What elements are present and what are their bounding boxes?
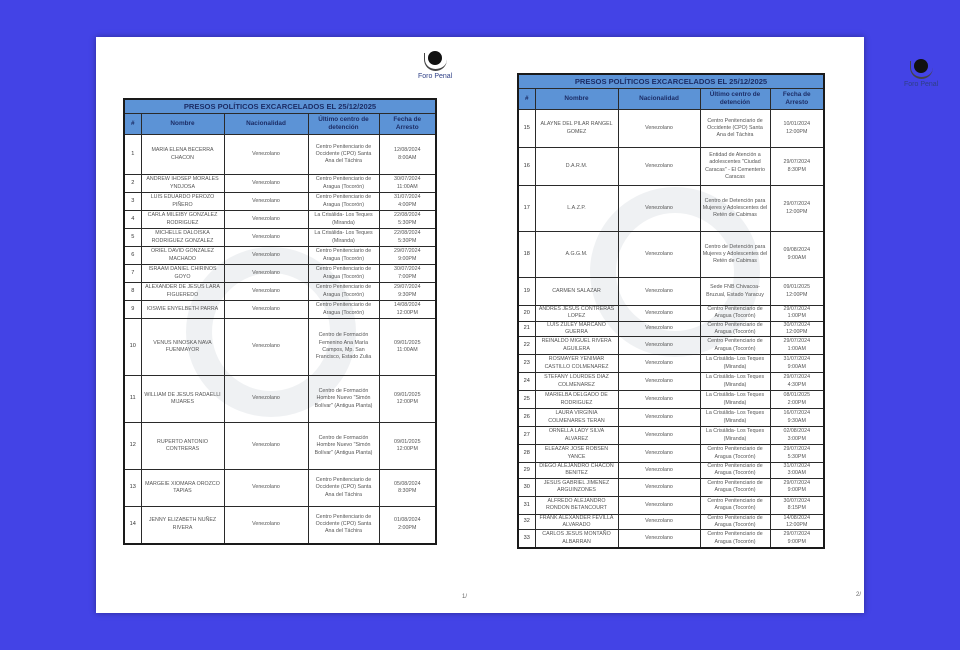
prisoner-name: ALFREDO ALEJANDRO RONDON BETANCOURT	[535, 496, 618, 514]
arrest-date: 22/08/2024	[394, 212, 421, 219]
row-number: 13	[124, 470, 141, 507]
arrest-time: 9:30AM	[787, 417, 806, 424]
nationality: Venezolano	[618, 355, 700, 373]
nationality: Venezolano	[618, 321, 700, 337]
prisoner-name: ANDRES JESUS CONTRERAS LOPEZ	[535, 306, 618, 322]
arrest-datetime	[770, 478, 824, 496]
nationality: Venezolano	[224, 229, 308, 247]
row-number: 26	[518, 409, 535, 427]
page-number: 1/	[462, 594, 468, 600]
arrest-time: 12:00PM	[786, 291, 808, 298]
detention-center: Sede FNB Chivacoa- Bruzual, Estado Yaracuy	[700, 278, 770, 306]
arrest-time: 12:00PM	[396, 399, 418, 405]
prisoner-name: CARMEN SALAZAR	[535, 278, 618, 306]
arrest-date: 02/08/2024	[783, 428, 811, 435]
logo-text: Foro Penal	[904, 81, 939, 88]
nationality: Venezolano	[618, 306, 700, 322]
detention-center: La Crisálida- Los Teques (Miranda)	[308, 229, 379, 247]
table-row	[518, 148, 824, 186]
arrest-datetime	[770, 110, 824, 148]
prisoner-name: A.G.G.M.	[535, 232, 618, 278]
row-number: 18	[518, 232, 535, 278]
arrest-date: 29/07/2024	[394, 248, 421, 255]
arrest-date: 10/01/2024	[783, 121, 811, 128]
arrest-date: 29/07/2024	[783, 338, 811, 345]
arrest-date: 29/07/2024	[783, 201, 811, 208]
arrest-time: 1:00AM	[787, 345, 806, 352]
detention-center: Centro de Formación Hombre Nuevo "Simón Bolívar" (Antigua Planta)	[308, 376, 379, 423]
prisoner-name: MICHELLE DALOISKA RODRIGUEZ GONZALEZ	[141, 229, 224, 247]
arrest-date: 31/07/2024	[783, 463, 811, 470]
prisoner-name: STEFANY LOURDES DIAZ COLMENAREZ	[535, 373, 618, 391]
row-number: 9	[124, 301, 141, 319]
arrest-time: 12:00PM	[396, 309, 418, 316]
row-number: 16	[518, 148, 535, 186]
arrest-datetime	[770, 373, 824, 391]
page-number: 2/	[856, 592, 862, 598]
detention-center: Centro Penitenciario de Occidente (CPO) Santa Ana del Táchira	[308, 507, 379, 544]
page-1	[96, 37, 480, 613]
detention-center: Centro Penitenciario de Aragua (Tocorón)	[700, 478, 770, 496]
arrest-time: 3:00AM	[787, 470, 806, 477]
arrest-date: 29/07/2024	[783, 374, 811, 381]
nationality: Venezolano	[618, 445, 700, 463]
arrest-time: 8:15PM	[787, 505, 806, 512]
arrest-date: 09/01/2025	[394, 438, 421, 445]
nationality: Venezolano	[618, 278, 700, 306]
detention-center: Centro Penitenciario de Aragua (Tocorón)	[700, 306, 770, 322]
row-number: 22	[518, 337, 535, 355]
nationality: Venezolano	[618, 391, 700, 409]
foro-penal-logo-icon	[910, 57, 932, 79]
arrest-datetime	[379, 229, 436, 247]
detention-center: Centro de Detención para Mujeres y Adolescentes del Retén de Cabimas	[700, 186, 770, 232]
prisoner-name: CARLA MILEIBY GONZALEZ RODRIGUEZ	[141, 211, 224, 229]
arrest-time: 12:00PM	[786, 328, 808, 335]
detention-center: Centro Penitenciario de Occidente (CPO) Santa Ana del Táchira	[308, 135, 379, 175]
prisoner-name: LUIS ZULEY MARCANO GUERRA	[535, 321, 618, 337]
detention-center: Centro Penitenciario de Aragua (Tocorón)	[700, 530, 770, 548]
nationality: Venezolano	[224, 211, 308, 229]
detention-center: La Crisálida- Los Teques (Miranda)	[700, 427, 770, 445]
prisoner-name: RUPERTO ANTONIO CONTRERAS	[141, 423, 224, 470]
arrest-date: 09/08/2024	[783, 247, 811, 254]
arrest-time: 5:30PM	[398, 237, 417, 244]
arrest-datetime	[379, 211, 436, 229]
arrest-datetime	[379, 423, 436, 470]
table-row	[518, 373, 824, 391]
logo-text: Foro Penal	[418, 73, 453, 80]
arrest-time: 11:00AM	[396, 347, 418, 353]
arrest-time: 2:00PM	[398, 524, 417, 531]
table-row	[518, 391, 824, 409]
table-row	[518, 514, 824, 530]
prisoner-name: IOSWIE ENYELBETH PARRA	[141, 301, 224, 319]
column-header-nationality: Nacionalidad	[618, 89, 700, 110]
detention-center: Centro Penitenciario de Aragua (Tocorón)	[700, 514, 770, 530]
column-header-detention-center: Último centro de detención	[700, 89, 770, 110]
arrest-datetime	[770, 321, 824, 337]
arrest-datetime	[379, 507, 436, 544]
column-header-nationality: Nacionalidad	[224, 114, 308, 135]
prisoner-name: ALEXANDER DE JESUS LARA FIGUEREDO	[141, 283, 224, 301]
arrest-date: 30/07/2024	[394, 176, 421, 183]
arrest-date: 31/07/2024	[394, 194, 421, 201]
prisoner-name: MARIELBA DELGADO DE RODRIGUEZ	[535, 391, 618, 409]
prisoner-name: ISRAAM DANIEL CHIRINOS GOYO	[141, 265, 224, 283]
column-header-name: Nombre	[535, 89, 618, 110]
table-row	[124, 135, 436, 175]
arrest-date: 29/07/2024	[394, 284, 421, 291]
row-number: 19	[518, 278, 535, 306]
arrest-time: 12:00PM	[396, 446, 418, 452]
prisoner-name: JENNY ELIZABETH NUÑEZ RIVERA	[141, 507, 224, 544]
row-number: 31	[518, 496, 535, 514]
row-number: 6	[124, 247, 141, 265]
table-row	[124, 470, 436, 507]
nationality: Venezolano	[224, 470, 308, 507]
arrest-time: 8:00AM	[398, 154, 417, 161]
table-title: PRESOS POLÍTICOS EXCARCELADOS EL 25/12/2025	[518, 74, 824, 89]
arrest-time: 9:00PM	[787, 538, 806, 545]
arrest-date: 09/01/2025	[394, 339, 421, 346]
arrest-time: 4:00PM	[398, 201, 417, 208]
table-row	[518, 355, 824, 373]
page-2	[480, 37, 939, 613]
arrest-datetime	[770, 514, 824, 530]
detention-center: Centro Penitenciario de Aragua (Tocorón)	[308, 265, 379, 283]
prisoner-name: ORNELLA LADY SILVA ALVAREZ	[535, 427, 618, 445]
nationality: Venezolano	[224, 283, 308, 301]
arrest-datetime	[379, 265, 436, 283]
row-number: 33	[518, 530, 535, 548]
nationality: Venezolano	[224, 301, 308, 319]
arrest-date: 22/08/2024	[394, 230, 421, 237]
nationality: Venezolano	[224, 247, 308, 265]
detention-center: Centro Penitenciario de Aragua (Tocorón)	[700, 445, 770, 463]
row-number: 20	[518, 306, 535, 322]
prisoner-name: D.A.R.M.	[535, 148, 618, 186]
arrest-date: 16/07/2024	[783, 410, 811, 417]
nationality: Venezolano	[224, 319, 308, 376]
arrest-time: 8:30PM	[787, 166, 806, 173]
prisoner-name: DIEGO ALEJANDRO CHACON BENITEZ	[535, 463, 618, 479]
row-number: 3	[124, 193, 141, 211]
nationality: Venezolano	[618, 463, 700, 479]
prisoner-name: LAURA VIRGINIA COLMENARES TERAN	[535, 409, 618, 427]
arrest-datetime	[770, 148, 824, 186]
detention-center: Centro Penitenciario de Aragua (Tocorón)	[700, 337, 770, 355]
arrest-date: 01/08/2024	[394, 517, 421, 524]
detention-center: Centro Penitenciario de Aragua (Tocorón)	[308, 175, 379, 193]
arrest-datetime	[379, 247, 436, 265]
arrest-datetime	[770, 391, 824, 409]
prisoner-name: MARGEIE XIOMARA OROZCO TAPIAS	[141, 470, 224, 507]
table-row	[518, 445, 824, 463]
table-row	[124, 376, 436, 423]
row-number: 11	[124, 376, 141, 423]
table-title: PRESOS POLÍTICOS EXCARCELADOS EL 25/12/2025	[124, 99, 436, 114]
table-row	[518, 186, 824, 232]
arrest-date: 14/08/2024	[783, 514, 811, 521]
arrest-datetime	[379, 283, 436, 301]
arrest-date: 30/07/2024	[783, 321, 811, 328]
arrest-time: 3:00PM	[787, 435, 806, 442]
detention-center: Centro Penitenciario de Occidente (CPO) Santa Ana del Táchira	[700, 110, 770, 148]
arrest-date: 29/07/2024	[783, 446, 811, 453]
row-number: 2	[124, 175, 141, 193]
nationality: Venezolano	[224, 265, 308, 283]
arrest-time: 1:00PM	[787, 313, 806, 320]
arrest-datetime	[379, 135, 436, 175]
table-row	[124, 247, 436, 265]
foro-penal-logo-icon	[424, 49, 446, 71]
arrest-date: 29/07/2024	[783, 159, 811, 166]
row-number: 23	[518, 355, 535, 373]
nationality: Venezolano	[618, 110, 700, 148]
arrest-date: 08/01/2025	[783, 392, 811, 399]
table-row	[518, 278, 824, 306]
detention-center: Centro de Formación Hombre Nuevo "Simón Bolívar" (Antigua Planta)	[308, 423, 379, 470]
row-number: 24	[518, 373, 535, 391]
prisoner-name: FRANK ALEXANDER FEVILLA ALVARADO	[535, 514, 618, 530]
arrest-datetime	[770, 530, 824, 548]
prisoner-name: JESUS GABRIEL JIMENEZ ARGUINZONES	[535, 478, 618, 496]
row-number: 27	[518, 427, 535, 445]
arrest-date: 29/07/2024	[783, 306, 811, 312]
arrest-time: 9:00PM	[787, 487, 806, 494]
nationality: Venezolano	[618, 232, 700, 278]
column-header-arrest-date: Fecha de Arresto	[770, 89, 824, 110]
nationality: Venezolano	[618, 337, 700, 355]
arrest-time: 2:00PM	[787, 399, 806, 406]
row-number: 32	[518, 514, 535, 530]
row-number: 28	[518, 445, 535, 463]
table-row	[518, 232, 824, 278]
prisoner-name: CARLOS JESUS MONTAÑO ALBARRAN	[535, 530, 618, 548]
table-row	[124, 265, 436, 283]
detention-center: Centro Penitenciario de Occidente (CPO) Santa Ana del Táchira	[308, 470, 379, 507]
row-number: 30	[518, 478, 535, 496]
prisoner-name: LUIS EDUARDO PEROZO PIÑERO	[141, 193, 224, 211]
nationality: Venezolano	[618, 373, 700, 391]
table-row	[518, 427, 824, 445]
arrest-date: 09/01/2025	[394, 391, 421, 398]
arrest-time: 9:00AM	[787, 254, 806, 261]
arrest-datetime	[379, 175, 436, 193]
row-number: 5	[124, 229, 141, 247]
arrest-time: 9:00PM	[398, 255, 417, 262]
arrest-date: 14/08/2024	[394, 302, 421, 309]
prisoner-name: MARIA ELENA BECERRA CHACON	[141, 135, 224, 175]
arrest-datetime	[770, 355, 824, 373]
arrest-date: 12/08/2024	[394, 147, 421, 154]
row-number: 8	[124, 283, 141, 301]
prisoner-name: REINALDO MIGUEL RIVERA AGUILERA	[535, 337, 618, 355]
row-number: 17	[518, 186, 535, 232]
table-row	[124, 211, 436, 229]
detention-center: Centro Penitenciario de Aragua (Tocorón)	[308, 283, 379, 301]
arrest-datetime	[379, 470, 436, 507]
nationality: Venezolano	[618, 514, 700, 530]
foro-penal-logo	[904, 57, 938, 88]
arrest-datetime	[770, 337, 824, 355]
nationality: Venezolano	[618, 186, 700, 232]
arrest-datetime	[770, 306, 824, 322]
arrest-time: 4:30PM	[787, 381, 806, 388]
detention-center: Centro Penitenciario de Aragua (Tocorón)	[700, 321, 770, 337]
arrest-date: 31/07/2024	[783, 356, 811, 363]
detention-center: Centro de Formación Femenino Ana María Campos, Mp. San Francisco, Estado Zulia	[308, 319, 379, 376]
nationality: Venezolano	[224, 423, 308, 470]
foro-penal-logo	[418, 49, 452, 80]
column-header-name: Nombre	[141, 114, 224, 135]
column-header-number: #	[124, 114, 141, 135]
detention-center: La Crisálida- Los Teques (Miranda)	[308, 211, 379, 229]
prisoners-table	[517, 73, 825, 549]
prisoners-table	[123, 98, 437, 545]
nationality: Venezolano	[224, 193, 308, 211]
arrest-datetime	[379, 376, 436, 423]
arrest-datetime	[770, 427, 824, 445]
detention-center: La Crisálida- Los Teques (Miranda)	[700, 409, 770, 427]
row-number: 12	[124, 423, 141, 470]
arrest-date: 30/07/2024	[394, 266, 421, 273]
nationality: Venezolano	[224, 175, 308, 193]
arrest-time: 9:00AM	[787, 363, 806, 370]
document-viewer	[96, 37, 939, 613]
nationality: Venezolano	[618, 496, 700, 514]
table-row	[518, 110, 824, 148]
arrest-date: 30/07/2024	[783, 497, 811, 504]
row-number: 25	[518, 391, 535, 409]
table-row	[518, 496, 824, 514]
row-number: 4	[124, 211, 141, 229]
nationality: Venezolano	[618, 478, 700, 496]
arrest-time: 5:30PM	[398, 219, 417, 226]
column-header-number: #	[518, 89, 535, 110]
arrest-datetime	[379, 301, 436, 319]
table-row	[518, 306, 824, 322]
table-row	[124, 507, 436, 544]
nationality: Venezolano	[224, 507, 308, 544]
nationality: Venezolano	[618, 409, 700, 427]
prisoner-name: ORIEL DAVID GONZALEZ MACHADO	[141, 247, 224, 265]
arrest-time: 8:30PM	[398, 488, 417, 494]
nationality: Venezolano	[618, 148, 700, 186]
arrest-date: 29/07/2024	[783, 479, 811, 486]
arrest-time: 12:00PM	[786, 208, 808, 215]
table-row	[124, 423, 436, 470]
table-row	[518, 337, 824, 355]
table-row	[518, 409, 824, 427]
prisoner-name: ELEAZAR JOSE ROBSEN YANCE	[535, 445, 618, 463]
arrest-time: 12:00PM	[786, 128, 808, 135]
table-row	[124, 319, 436, 376]
detention-center: La Crisálida- Los Teques (Miranda)	[700, 391, 770, 409]
arrest-datetime	[770, 186, 824, 232]
column-header-detention-center: Último centro de detención	[308, 114, 379, 135]
table-row	[518, 530, 824, 548]
arrest-time: 9:30PM	[398, 291, 417, 298]
prisoner-name: ALAYNE DEL PILAR RANGEL GOMEZ	[535, 110, 618, 148]
nationality: Venezolano	[224, 376, 308, 423]
nationality: Venezolano	[224, 135, 308, 175]
arrest-date: 05/08/2024	[394, 480, 421, 487]
table-row	[518, 478, 824, 496]
arrest-date: 09/01/2025	[783, 284, 811, 291]
row-number: 14	[124, 507, 141, 544]
row-number: 1	[124, 135, 141, 175]
column-header-arrest-date: Fecha de Arresto	[379, 114, 436, 135]
arrest-datetime	[379, 319, 436, 376]
row-number: 15	[518, 110, 535, 148]
detention-center: Centro Penitenciario de Aragua (Tocorón)	[308, 193, 379, 211]
detention-center: La Crisálida- Los Teques (Miranda)	[700, 373, 770, 391]
arrest-datetime	[770, 232, 824, 278]
table-row	[124, 193, 436, 211]
prisoner-name: L.A.Z.P.	[535, 186, 618, 232]
row-number: 10	[124, 319, 141, 376]
arrest-datetime	[379, 193, 436, 211]
nationality: Venezolano	[618, 427, 700, 445]
detention-center: Centro Penitenciario de Aragua (Tocorón)	[308, 247, 379, 265]
row-number: 7	[124, 265, 141, 283]
arrest-datetime	[770, 496, 824, 514]
row-number: 29	[518, 463, 535, 479]
row-number: 21	[518, 321, 535, 337]
prisoner-name: ROSMAYER YENIMAR CASTILLO COLMENAREZ	[535, 355, 618, 373]
detention-center: Centro de Detención para Mujeres y Adolescentes del Retén de Cabimas	[700, 232, 770, 278]
arrest-time: 11:00AM	[396, 183, 418, 190]
table-row	[124, 175, 436, 193]
prisoner-name: WILLIAM DE JESUS RADAELLI MIJARES	[141, 376, 224, 423]
table-row	[124, 229, 436, 247]
arrest-time: 7:00PM	[398, 273, 417, 280]
table-row	[124, 301, 436, 319]
detention-center: La Crisálida- Los Teques (Miranda)	[700, 355, 770, 373]
table-row	[518, 463, 824, 479]
table-row	[518, 321, 824, 337]
prisoner-name: VENUS NINOSKA NAVA FUENMAYOR	[141, 319, 224, 376]
prisoner-name: ANDREW IHOSEP MORALES YNDJOSA	[141, 175, 224, 193]
arrest-time: 12:00PM	[786, 522, 808, 529]
detention-center: Centro Penitenciario de Aragua (Tocorón)	[700, 496, 770, 514]
arrest-datetime	[770, 278, 824, 306]
table-row	[124, 283, 436, 301]
detention-center: Centro Penitenciario de Aragua (Tocorón)	[308, 301, 379, 319]
arrest-date: 29/07/2024	[783, 531, 811, 538]
detention-center: Entidad de Atención a adolescentes "Ciudad Caracas" - El Cementerio Caracas	[700, 148, 770, 186]
arrest-datetime	[770, 463, 824, 479]
nationality: Venezolano	[618, 530, 700, 548]
arrest-datetime	[770, 409, 824, 427]
detention-center: Centro Penitenciario de Aragua (Tocorón)	[700, 463, 770, 479]
arrest-time: 5:30PM	[787, 453, 806, 460]
arrest-datetime	[770, 445, 824, 463]
